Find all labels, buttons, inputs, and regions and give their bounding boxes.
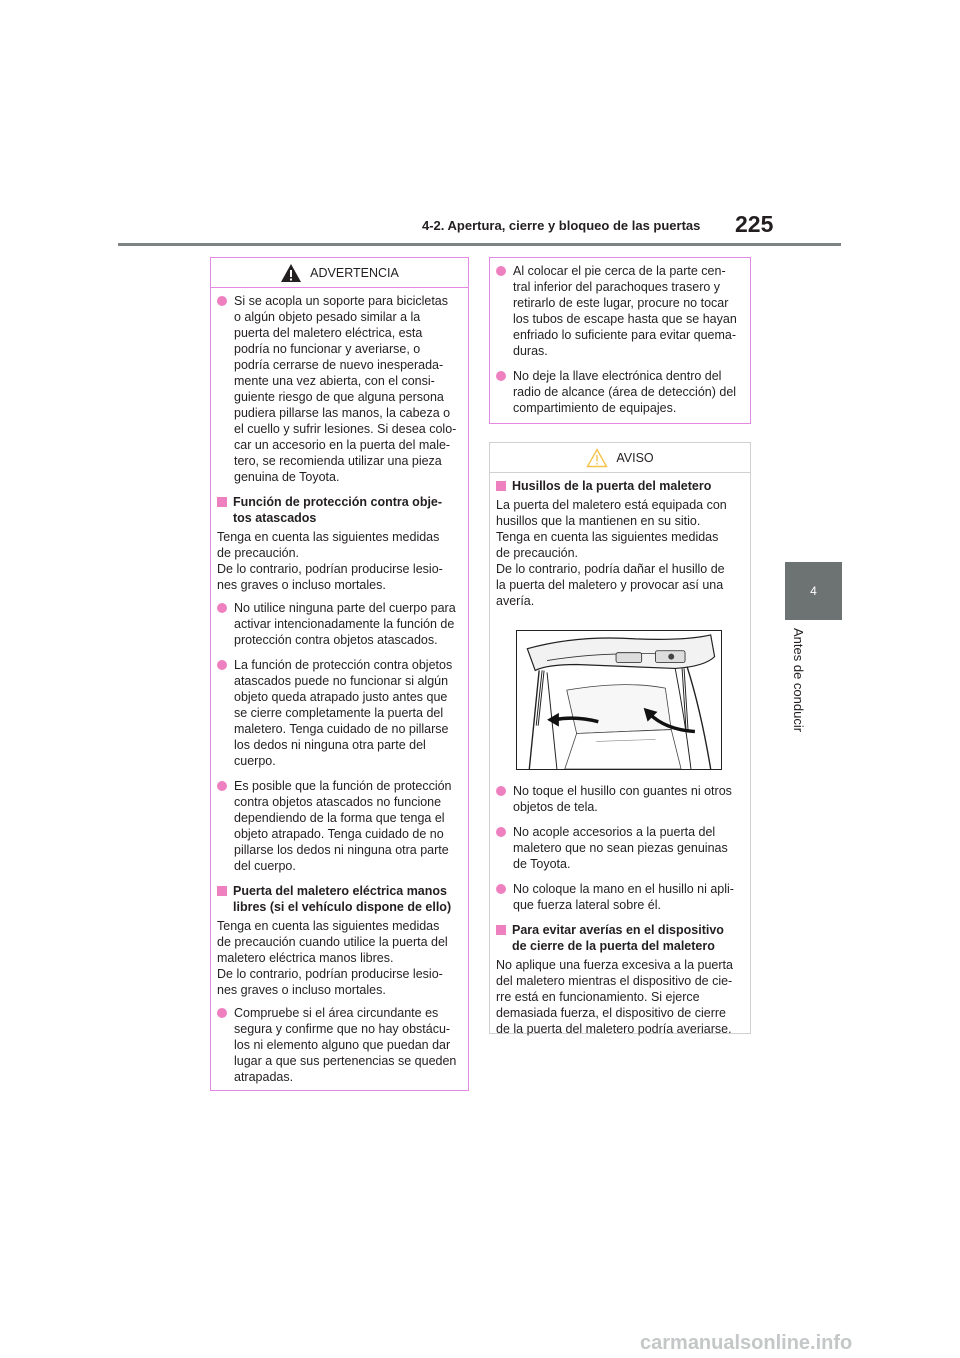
section-title: 4-2. Apertura, cierre y bloqueo de las puertas bbox=[422, 218, 701, 233]
heading-text: Puerta del maletero eléctrica manos libres (si el vehículo dispone de ello) bbox=[233, 884, 452, 914]
list-item bbox=[217, 600, 462, 648]
bullet-icon bbox=[217, 603, 227, 613]
notice-box bbox=[489, 442, 751, 1034]
list-item bbox=[217, 1005, 462, 1085]
square-bullet-icon bbox=[217, 497, 227, 507]
notice-box-header bbox=[490, 443, 750, 473]
list-item bbox=[496, 881, 744, 913]
square-bullet-icon bbox=[496, 925, 506, 935]
section-heading bbox=[217, 494, 462, 526]
paragraph: No aplique una fuerza excesiva a la puerta del maletero mientras el dispositivo de cie- rre está en funcionamiento. Si ejerce demasiada fuerza, el dispositivo de cierre de la puerta del maletero podría averiarse. bbox=[496, 958, 733, 1036]
section-heading bbox=[496, 478, 744, 494]
bullet-text: La función de protección contra objetos atascados puede no funcionar si algún objeto queda atrapado justo antes que se cierre completamente la puerta del maletero. Tenga cuidado de no pillarse los dedos ni ninguna otra parte del cuerpo. bbox=[234, 658, 453, 768]
bullet-icon bbox=[217, 660, 227, 670]
paragraph: Tenga en cuenta las siguientes medidas de precaución. De lo contrario, podrían producirse lesio- nes graves o incluso mortales. bbox=[217, 530, 443, 592]
section-heading bbox=[217, 883, 462, 915]
warning-box-continued bbox=[489, 257, 751, 424]
warning-box-header bbox=[211, 258, 468, 288]
bullet-text: No toque el husillo con guantes ni otros objetos de tela. bbox=[513, 784, 732, 814]
warning-title: ADVERTENCIA bbox=[310, 265, 399, 280]
heading-text: Husillos de la puerta del maletero bbox=[512, 479, 712, 493]
square-bullet-icon bbox=[217, 886, 227, 896]
paragraph: Tenga en cuenta las siguientes medidas de precaución cuando utilice la puerta del maletero eléctrica manos libres. De lo contrario, podrían producirse lesio- nes graves o incluso mortales. bbox=[217, 919, 448, 997]
paragraph: La puerta del maletero está equipada con husillos que la mantienen en su sitio. Tenga en cuenta las siguientes medidas de precaución. De lo contrario, podría dañar el husillo de la puerta del maletero y provocar así una avería. bbox=[496, 498, 727, 608]
chapter-label: Antes de conducir bbox=[791, 628, 806, 733]
bullet-text: No coloque la mano en el husillo ni apli- que fuerza lateral sobre él. bbox=[513, 882, 734, 912]
chapter-tab: 4 bbox=[785, 562, 842, 620]
bullet-icon bbox=[217, 781, 227, 791]
list-item bbox=[217, 293, 462, 485]
caution-icon bbox=[586, 448, 608, 468]
bullet-icon bbox=[496, 266, 506, 276]
bullet-text: No utilice ninguna parte del cuerpo para activar intencionadamente la función de protección contra objetos atascados. bbox=[234, 601, 456, 647]
bullet-icon bbox=[496, 371, 506, 381]
page-number: 225 bbox=[735, 211, 774, 237]
list-item bbox=[496, 824, 744, 872]
section-heading bbox=[496, 922, 744, 954]
list-item bbox=[496, 368, 744, 416]
bullet-icon bbox=[496, 827, 506, 837]
notice-title: AVISO bbox=[616, 450, 654, 465]
bullet-text: Es posible que la función de protección contra objetos atascados no funcione dependiendo de la forma que tenga el objeto atrapado. Tenga cuidado de no pillarse los dedos ni ninguna otra parte del cuerpo. bbox=[234, 779, 452, 873]
heading-text: Función de protección contra obje- tos atascados bbox=[233, 495, 443, 525]
list-item bbox=[217, 778, 462, 874]
bullet-icon bbox=[496, 786, 506, 796]
list-item bbox=[496, 263, 744, 359]
bullet-icon bbox=[217, 296, 227, 306]
bullet-text: No acople accesorios a la puerta del maletero que no sean piezas genuinas de Toyota. bbox=[513, 825, 728, 871]
heading-text: Para evitar averías en el dispositivo de cierre de la puerta del maletero bbox=[512, 923, 724, 953]
bullet-text: No deje la llave electrónica dentro del radio de alcance (área de detección) del compartimiento de equipajes. bbox=[513, 369, 737, 415]
warning-box bbox=[210, 257, 469, 1091]
bullet-text: Compruebe si el área circundante es segura y confirme que no hay obstácu- los ni elemento alguno que puedan dar lugar a que sus pertenencias se queden atrapadas. bbox=[234, 1006, 457, 1084]
header-divider bbox=[118, 243, 841, 246]
bullet-text: Al colocar el pie cerca de la parte cen- tral inferior del parachoques trasero y retirarlo de este lugar, procure no tocar los tubos de escape hasta que se hayan enfriado lo suficiente para evitar quema- duras. bbox=[513, 264, 737, 358]
bullet-text: Si se acopla un soporte para bicicletas o algún objeto pesado similar a la puerta del maletero eléctrica, esta podría no funcionar y averiarse, o podría cerrarse de nuevo inesperada- mente una vez abierta, con el consi- guiente riesgo de que alguna persona pudiera pillarse las manos, la cabeza o el cuello y sufrir lesiones. Si desea colo- car un accesorio en la puerta del male- tero, se recomienda utilizar una pieza genuina de Toyota. bbox=[234, 294, 457, 484]
bullet-icon bbox=[217, 1008, 227, 1018]
tailgate-illustration bbox=[516, 630, 722, 770]
watermark: carmanualsonline.info bbox=[640, 1332, 853, 1354]
square-bullet-icon bbox=[496, 481, 506, 491]
list-item bbox=[217, 657, 462, 769]
list-item bbox=[496, 783, 744, 815]
bullet-icon bbox=[496, 884, 506, 894]
warning-icon bbox=[280, 263, 302, 283]
